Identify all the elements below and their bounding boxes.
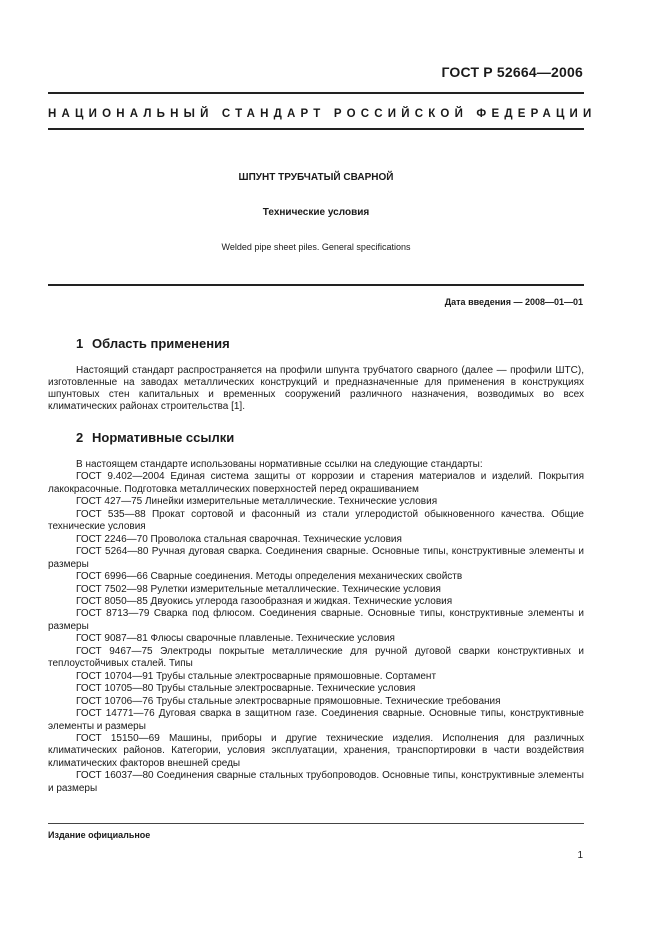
reference-item: ГОСТ 535—88 Прокат сортовой и фасонный из стали углеродистой обыкновенного качества. Общие технические условия bbox=[48, 508, 584, 533]
reference-item: ГОСТ 14771—76 Дуговая сварка в защитном газе. Соединения сварные. Основные типы, конструктивные элементы и размеры bbox=[48, 708, 584, 732]
reference-item: ГОСТ 8713—79 Сварка под флюсом. Соединения сварные. Основные типы, конструктивные элементы и размеры bbox=[48, 608, 584, 632]
reference-list bbox=[48, 459, 584, 795]
reference-item: ГОСТ 16037—80 Соединения сварные стальных трубопроводов. Основные типы, конструктивные элементы и размеры bbox=[48, 770, 584, 794]
title-rule bbox=[48, 284, 584, 286]
footer-rule bbox=[48, 823, 584, 824]
section-2-heading bbox=[76, 430, 234, 445]
reference-item: ГОСТ 2246—70 Проволока стальная сварочная. Технические условия bbox=[76, 533, 402, 545]
gost-number: ГОСТ Р 52664—2006 bbox=[441, 64, 583, 80]
section-number: 1 bbox=[76, 336, 84, 351]
edition-label: Издание официальное bbox=[48, 830, 151, 840]
references-intro: В настоящем стандарте использованы нормативные ссылки на следующие стандарты: bbox=[76, 459, 483, 470]
document-english-title: Welded pipe sheet piles. General specifications bbox=[221, 242, 411, 252]
reference-item: ГОСТ 8050—85 Двуокись углерода газообразная и жидкая. Технические условия bbox=[76, 595, 453, 607]
reference-item: ГОСТ 10704—91 Трубы стальные электросварные прямошовные. Сортамент bbox=[76, 670, 437, 682]
header-rule bbox=[48, 92, 584, 94]
reference-item: ГОСТ 9467—75 Электроды покрытые металлические для ручной дуговой сварки конструктивных и теплоустойчивых сталей. Типы bbox=[48, 645, 584, 670]
section-number: 2 bbox=[76, 430, 84, 445]
national-standard-banner: НАЦИОНАЛЬНЫЙ СТАНДАРТ РОССИЙСКОЙ ФЕДЕРАЦИИ bbox=[48, 108, 597, 120]
reference-item: ГОСТ 10706—76 Трубы стальные электросварные прямошовные. Технические требования bbox=[76, 695, 501, 707]
reference-item: ГОСТ 9.402—2004 Единая система защиты от коррозии и старения материалов и изделий. Покрытия лакокрасочные. Подготовка металлических поверхностей перед окрашиванием bbox=[48, 471, 584, 495]
paragraph: Настоящий стандарт распространяется на профили шпунта трубчатого сварного (далее — профили ШТС), изготовленные на заводах металлических конструкций и предназначенные для применения в конструкциях шпунтовых стен капитальных и временных сооружений различного назначения, возводимых во всех климатических районах строительства [1]. bbox=[48, 365, 584, 412]
reference-item: ГОСТ 9087—81 Флюсы сварочные плавленые. Технические условия bbox=[76, 633, 395, 645]
reference-item: ГОСТ 7502—98 Рулетки измерительные металлические. Технические условия bbox=[76, 583, 441, 595]
reference-item: ГОСТ 6996—66 Сварные соединения. Методы определения механических свойств bbox=[76, 571, 463, 583]
intro-date: Дата введения — 2008—01—01 bbox=[444, 297, 583, 307]
reference-item: ГОСТ 427—75 Линейки измерительные металлические. Технические условия bbox=[76, 496, 438, 508]
banner-rule bbox=[48, 128, 584, 130]
reference-item: ГОСТ 5264—80 Ручная дуговая сварка. Соединения сварные. Основные типы, конструктивные элементы и размеры bbox=[48, 546, 584, 570]
reference-item: ГОСТ 10705—80 Трубы стальные электросварные. Технические условия bbox=[76, 683, 416, 695]
section-title: Нормативные ссылки bbox=[92, 430, 235, 445]
document-title: ШПУНТ ТРУБЧАТЫЙ СВАРНОЙ bbox=[238, 172, 394, 183]
section-1-heading bbox=[76, 336, 230, 351]
section-1-body bbox=[48, 365, 584, 413]
reference-item: ГОСТ 15150—69 Машины, приборы и другие технические изделия. Исполнения для различных климатических районов. Категории, условия эксплуатации, хранения, транспортировки в части воздействия климатических факторов внешней среды bbox=[48, 732, 584, 769]
document-subtitle: Технические условия bbox=[262, 207, 370, 218]
page-number: 1 bbox=[577, 850, 583, 861]
section-title: Область применения bbox=[92, 336, 230, 351]
